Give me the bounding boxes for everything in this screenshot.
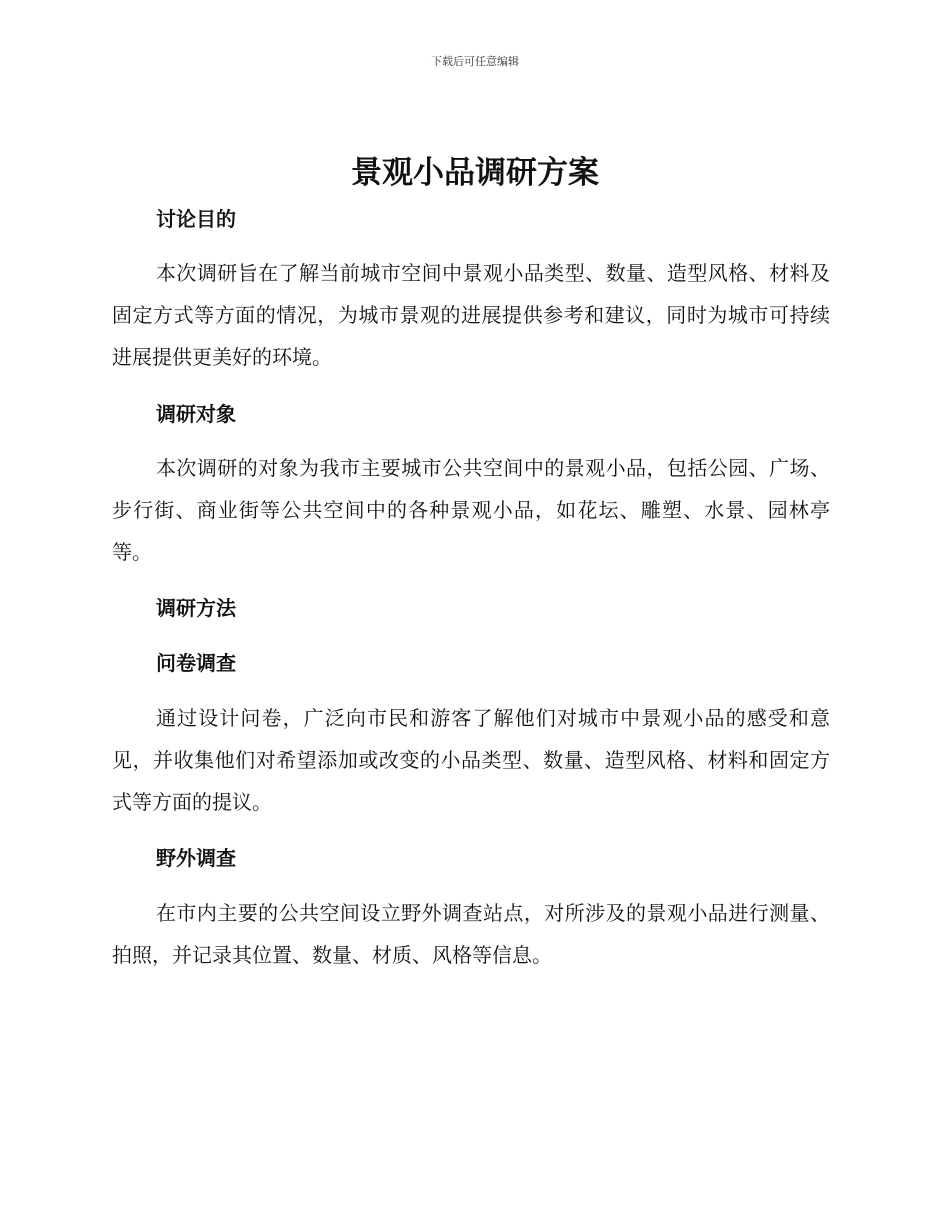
section-paragraph-subject: 本次调研的对象为我市主要城市公共空间中的景观小品，包括公园、广场、步行街、商业街等公共空间中的各种景观小品，如花坛、雕塑、水景、园林亭等。 (112, 456, 830, 564)
section-heading-questionnaire: 问卷调查 (156, 651, 236, 675)
section-paragraph-questionnaire: 通过设计问卷，广泛向市民和游客了解他们对城市中景观小品的感受和意见，并收集他们对希望添加或改变的小品类型、数量、造型风格、材料和固定方式等方面的提议。 (112, 706, 830, 814)
section-heading-method: 调研方法 (156, 596, 236, 620)
section-heading-subject: 调研对象 (156, 402, 236, 426)
document-title: 景观小品调研方案 (351, 155, 599, 191)
section-heading-fieldwork: 野外调查 (156, 846, 236, 870)
section-heading-purpose: 讨论目的 (156, 207, 236, 231)
page-header-note: 下载后可任意编辑 (431, 55, 519, 68)
section-paragraph-purpose: 本次调研旨在了解当前城市空间中景观小品类型、数量、造型风格、材料及固定方式等方面的情况，为城市景观的进展提供参考和建议，同时为城市可持续进展提供更美好的环境。 (112, 261, 830, 369)
section-paragraph-fieldwork: 在市内主要的公共空间设立野外调查站点，对所涉及的景观小品进行测量、拍照，并记录其位置、数量、材质、风格等信息。 (112, 901, 830, 967)
